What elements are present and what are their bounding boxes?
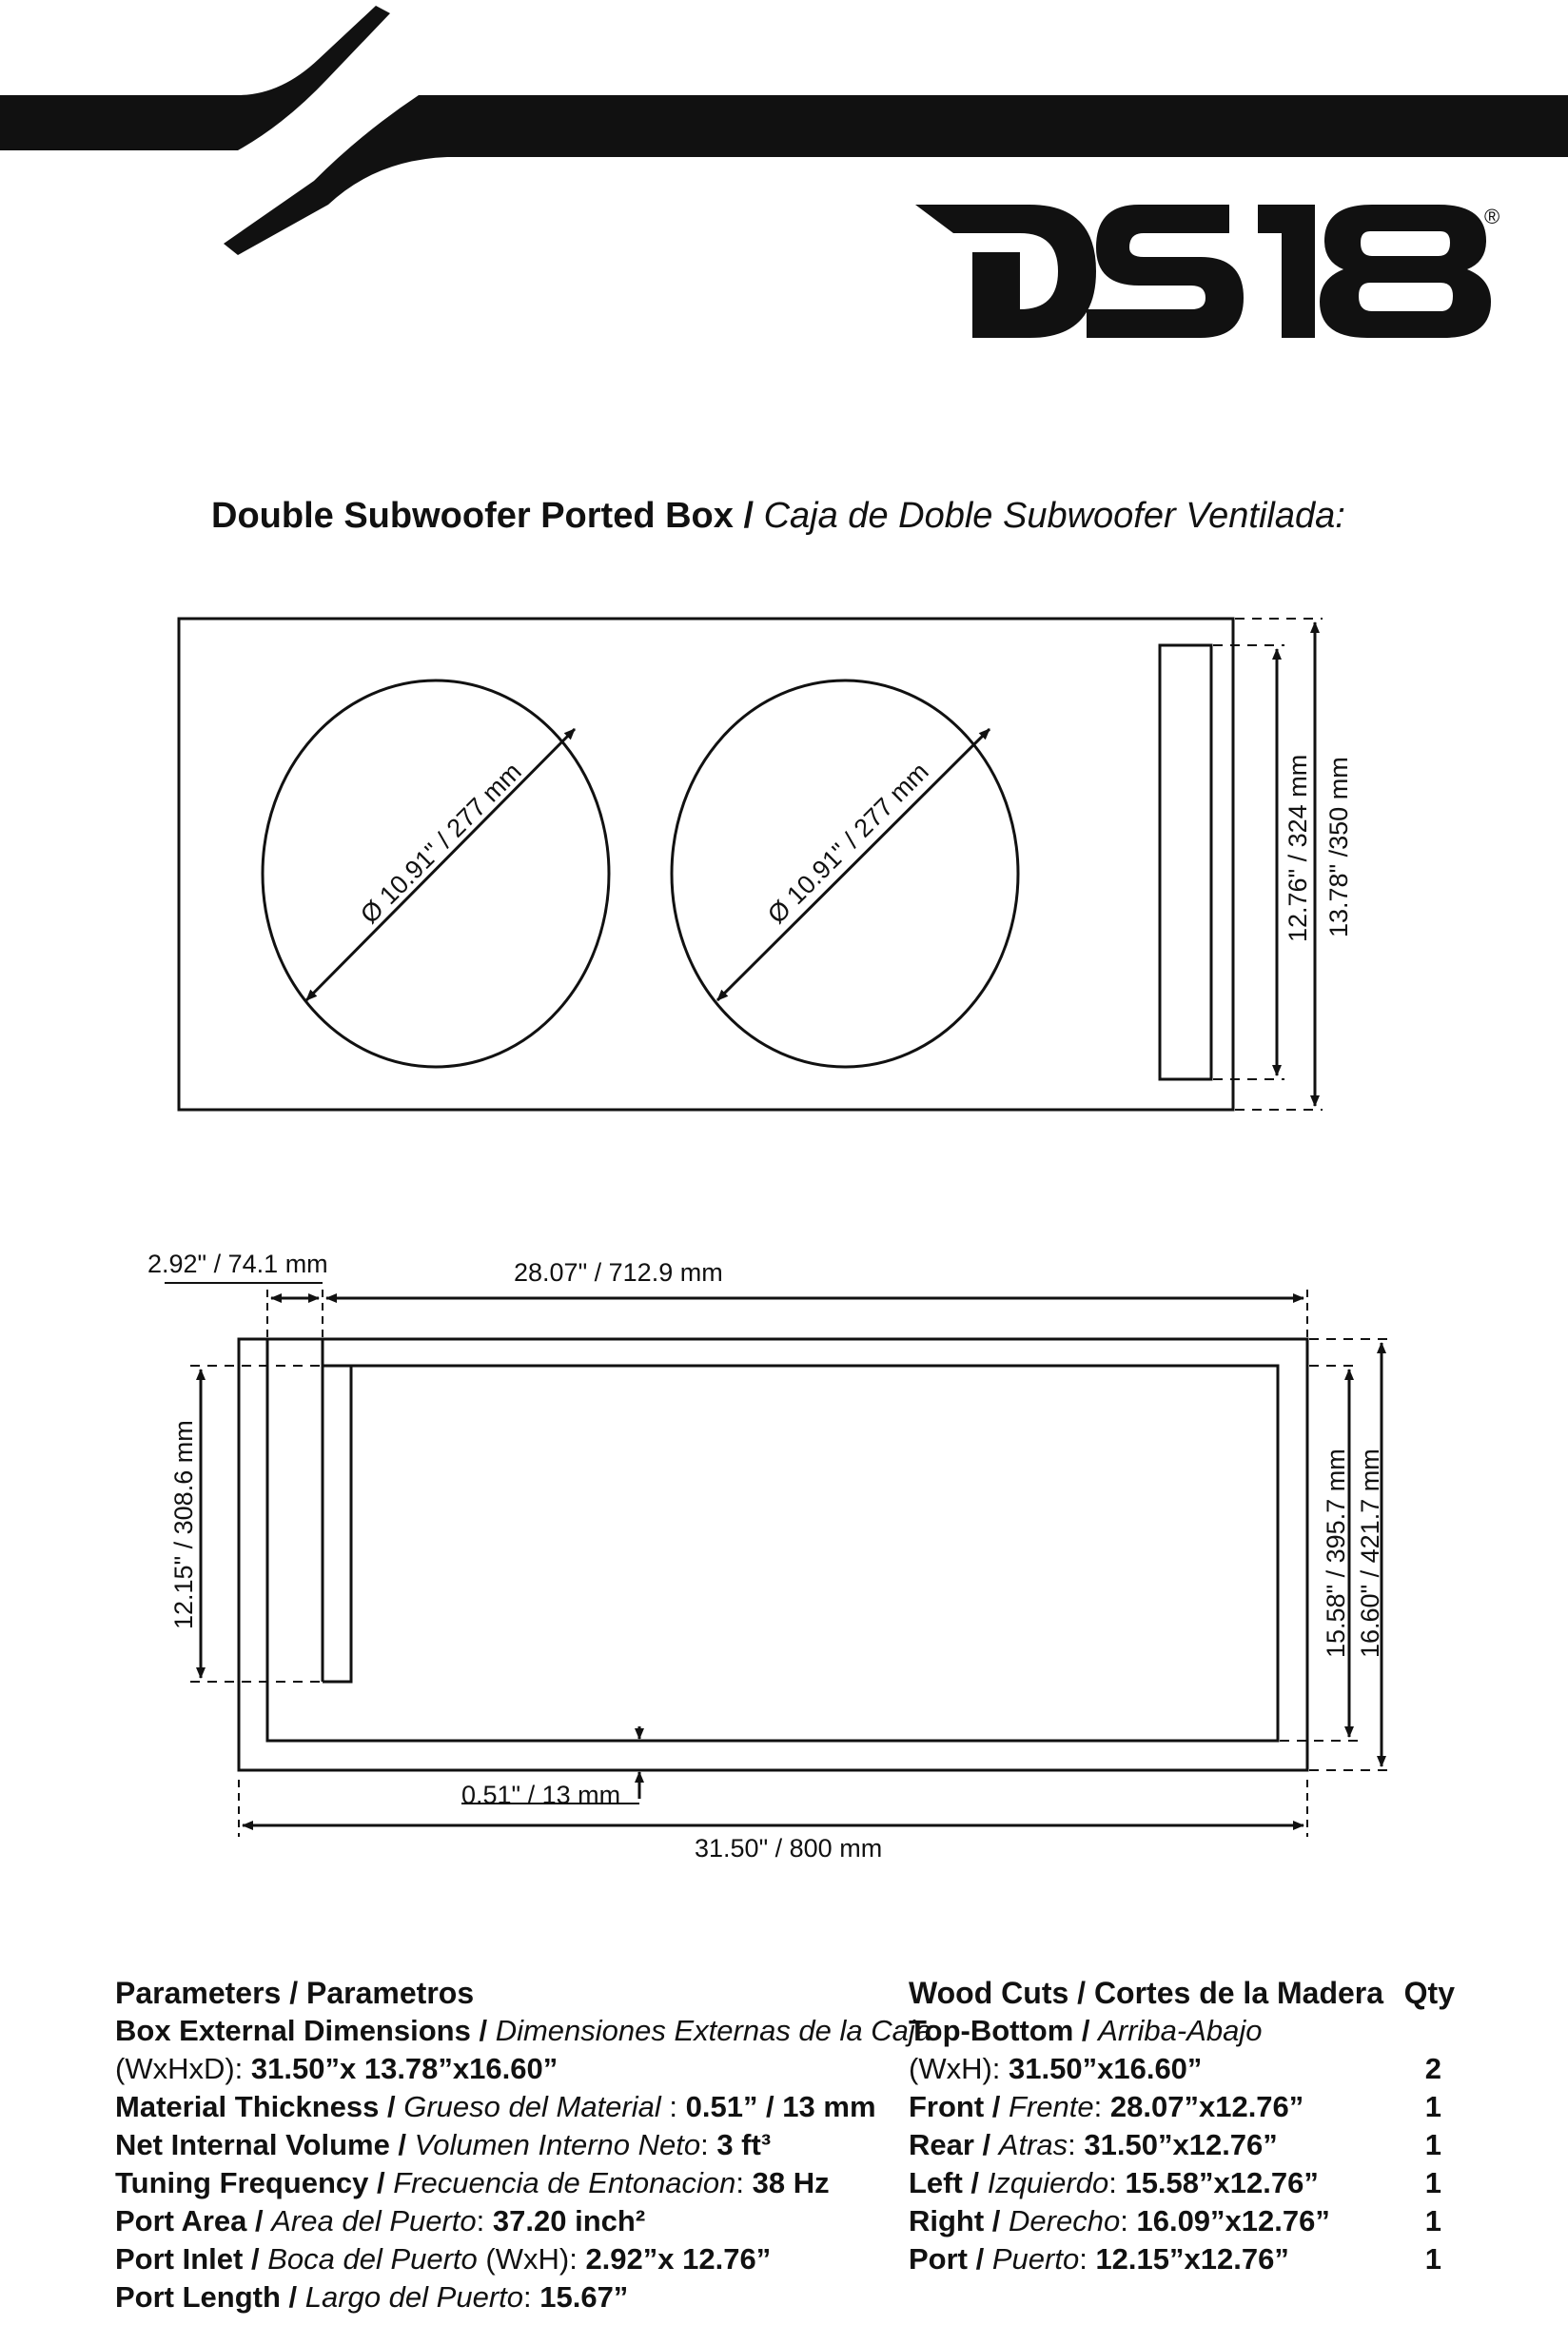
row-label: Port Area / <box>115 2204 264 2237</box>
row-label: Right / <box>909 2204 1001 2237</box>
port-length-label: 12.15" / 308.6 mm <box>169 1420 198 1629</box>
external-depth-label: 16.60" / 421.7 mm <box>1356 1449 1384 1658</box>
registered-mark: ® <box>1484 205 1500 228</box>
technical-drawing <box>0 571 1568 1903</box>
wood-cut-row <box>909 2202 1480 2240</box>
parameter-row <box>115 2088 914 2126</box>
row-qty: 1 <box>1424 2242 1441 2276</box>
row-value: 16.09”x12.76” <box>1136 2204 1330 2237</box>
thickness-label: 0.51" / 13 mm <box>461 1781 621 1809</box>
woofer-2-diameter-line <box>717 729 990 1000</box>
row-es: Largo del Puerto <box>304 2280 523 2314</box>
row-prefix: : <box>1108 2166 1126 2199</box>
row-prefix: (WxH): <box>477 2242 586 2276</box>
row-qty: 1 <box>1424 2128 1441 2161</box>
port-height-label: 12.76" / 324 mm <box>1284 754 1312 942</box>
row-prefix: : <box>1068 2128 1085 2161</box>
internal-depth-label: 15.58" / 395.7 mm <box>1322 1449 1350 1658</box>
row-label: Rear / <box>909 2128 991 2161</box>
row-value: 31.50”x12.76” <box>1084 2128 1278 2161</box>
row-es: Derecho <box>1009 2204 1121 2237</box>
woofer-1-diameter-label: Ø 10.91" / 277 mm <box>355 757 527 930</box>
row-es: Arriba-Abajo <box>1098 2014 1263 2047</box>
wood-cut-row <box>909 2240 1480 2278</box>
port-width-label: 2.92" / 74.1 mm <box>147 1250 328 1278</box>
row-prefix: (WxHxD): <box>115 2052 251 2085</box>
qty-heading: Qty <box>1403 1976 1455 2010</box>
row-prefix: : <box>1093 2090 1110 2123</box>
woofer-1-diameter-line <box>306 729 575 1000</box>
row-label: Box External Dimensions / <box>115 2014 488 2047</box>
row-value: 38 Hz <box>752 2166 830 2199</box>
parameters-section <box>115 1974 932 2316</box>
row-value: 37.20 inch² <box>492 2204 646 2237</box>
box-height-label: 13.78" /350 mm <box>1324 757 1353 937</box>
row-label: Port Inlet / <box>115 2242 260 2276</box>
row-label: Net Internal Volume / <box>115 2128 407 2161</box>
row-prefix: : <box>660 2090 686 2123</box>
row-label: Port Length / <box>115 2280 298 2314</box>
row-qty: 1 <box>1424 2090 1441 2123</box>
row-es: Area del Puerto <box>271 2204 477 2237</box>
row-es: Grueso del Material <box>403 2090 661 2123</box>
wood-cuts-section <box>909 1974 1480 2278</box>
row-prefix: : <box>735 2166 753 2199</box>
internal-width-label: 28.07" / 712.9 mm <box>514 1258 723 1287</box>
row-value: 3 ft³ <box>716 2128 772 2161</box>
row-value: 0.51” / 13 mm <box>685 2090 876 2123</box>
row-prefix: : <box>700 2128 717 2161</box>
row-label: Material Thickness / <box>115 2090 396 2123</box>
row-es: Dimensiones Externas de la Caja <box>495 2014 932 2047</box>
row-es: Izquierdo <box>987 2166 1109 2199</box>
row-label: Front / <box>909 2090 1001 2123</box>
woofer-cutout-1 <box>263 680 609 1067</box>
top-outer-outline <box>239 1339 1307 1770</box>
port-opening <box>1160 645 1211 1079</box>
title-en: Double Subwoofer Ported Box / <box>211 496 755 536</box>
parameters-heading: Parameters / Parametros <box>115 1976 475 2010</box>
row-es: Puerto <box>991 2242 1080 2276</box>
external-width-label: 31.50" / 800 mm <box>695 1834 883 1863</box>
row-value: 15.58”x12.76” <box>1125 2166 1319 2199</box>
row-value: 31.50”x 13.78”x16.60” <box>250 2052 559 2085</box>
row-value: 28.07”x12.76” <box>1109 2090 1304 2123</box>
wood-cut-row <box>909 2050 1480 2088</box>
row-label: Left / <box>909 2166 980 2199</box>
row-value: 15.67” <box>539 2280 629 2314</box>
row-es: Volumen Interno Neto <box>414 2128 701 2161</box>
row-prefix: : <box>1120 2204 1137 2237</box>
row-label: Tuning Frequency / <box>115 2166 385 2199</box>
row-prefix: : <box>476 2204 493 2237</box>
title-es: Caja de Doble Subwoofer Ventilada: <box>763 496 1345 536</box>
row-qty: 1 <box>1424 2204 1441 2237</box>
top-view <box>165 1283 1389 1837</box>
row-qty: 1 <box>1424 2166 1441 2199</box>
row-es: Frente <box>1009 2090 1094 2123</box>
wood-cut-row <box>909 2012 1480 2050</box>
wood-cut-row <box>909 2164 1480 2202</box>
row-prefix: : <box>1079 2242 1096 2276</box>
row-prefix: (WxH): <box>909 2052 1009 2085</box>
row-value: 2.92”x 12.76” <box>585 2242 772 2276</box>
ds18-logo <box>915 195 1503 338</box>
page-title <box>211 491 1448 541</box>
parameter-row <box>115 2164 914 2202</box>
top-inner-outline <box>267 1339 1278 1741</box>
row-value: 31.50”x16.60” <box>1009 2052 1203 2085</box>
parameter-row <box>115 2278 914 2316</box>
wood-cut-row <box>909 2126 1480 2164</box>
row-qty: 2 <box>1424 2052 1441 2085</box>
row-prefix: : <box>523 2280 540 2314</box>
front-panel-outline <box>179 619 1233 1110</box>
parameter-row <box>115 2240 914 2278</box>
row-es: Frecuencia de Entonacion <box>393 2166 736 2199</box>
parameter-row <box>115 2050 914 2088</box>
wood-cuts-heading: Wood Cuts / Cortes de la Madera <box>909 1976 1384 2010</box>
row-label: Port / <box>909 2242 985 2276</box>
parameter-row <box>115 2202 914 2240</box>
front-view <box>179 619 1323 1110</box>
row-es: Boca del Puerto <box>267 2242 478 2276</box>
woofer-2-diameter-label: Ø 10.91" / 277 mm <box>762 757 934 930</box>
row-label: Top-Bottom / <box>909 2014 1090 2047</box>
parameter-row <box>115 2012 932 2050</box>
parameter-row <box>115 2126 914 2164</box>
row-value: 12.15”x12.76” <box>1095 2242 1289 2276</box>
wood-cut-row <box>909 2088 1480 2126</box>
row-es: Atras <box>998 2128 1068 2161</box>
